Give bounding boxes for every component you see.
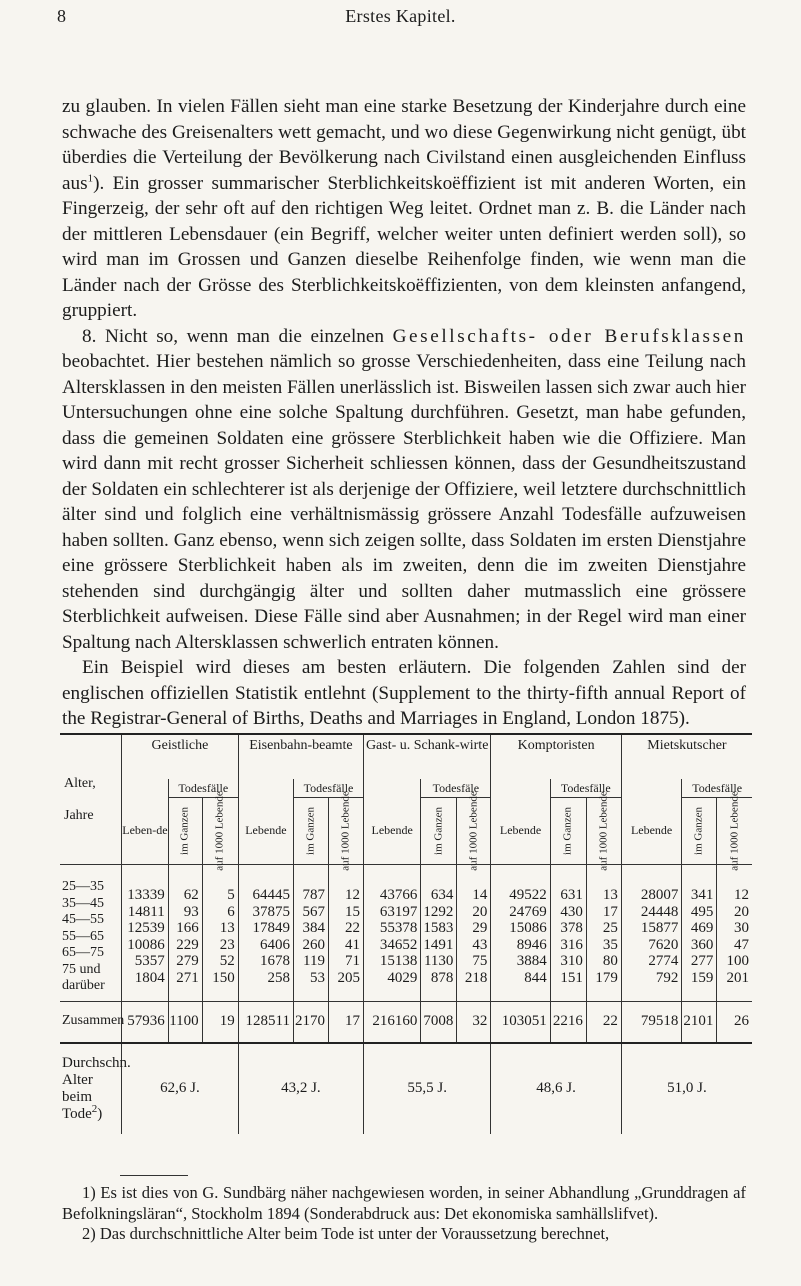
total-cell: 2101 [682, 1001, 717, 1043]
total-cell: 32 [457, 1001, 491, 1043]
table-cell: 7620 [648, 936, 679, 953]
group-komptoristen: Komptoristen [491, 734, 622, 779]
footnote-ref-1: 1 [87, 172, 94, 185]
table-cell: 13 [602, 887, 618, 904]
table-cell: 151 [560, 969, 583, 986]
table-cell: 55378 [379, 920, 418, 937]
table-cell: 15877 [640, 920, 679, 937]
table-cell: 62 [183, 887, 199, 904]
average-label: Durchschn. Alter beim Tode$^2$) [62, 1054, 131, 1122]
total-row [60, 1001, 752, 1043]
lebende-label: Lebende [238, 798, 293, 865]
table-cell: 119 [303, 953, 325, 970]
table-cell: 260 [302, 936, 325, 953]
footnote-2: 2) Das durchschnittliche Alter beim Tode ist unter der Voraussetzung berechnet, [82, 1224, 610, 1243]
total-cell: 1100 [168, 1001, 202, 1043]
average-cell: 62,6 J. [122, 1043, 239, 1134]
group-header-row [60, 734, 752, 779]
group-geistliche: Geistliche [122, 734, 239, 779]
todesfaelle-label: Todesfälle [550, 779, 621, 798]
total-cell: 216160 [364, 1001, 421, 1043]
table-cell: 23 [219, 936, 235, 953]
value-column [682, 865, 717, 1002]
table-cell: 41 [345, 936, 361, 953]
group-gastwirte: Gast- u. Schank-wirte [364, 734, 491, 779]
table-cell: 64445 [252, 887, 290, 904]
table-cell: 37875 [252, 903, 290, 920]
table-cell: 271 [176, 969, 199, 986]
footnote-ref-2: 2 [91, 1102, 98, 1115]
average-cell: 51,0 J. [621, 1043, 752, 1134]
table-cell: 5 [227, 887, 235, 904]
im-ganzen-label: im Ganzen [432, 807, 445, 855]
lebende-label: Leben-de [122, 798, 169, 865]
table-cell: 47 [734, 936, 749, 953]
table-cell: 25 [602, 920, 618, 937]
value-column [364, 865, 421, 1002]
table-cell: 844 [524, 969, 547, 986]
group-eisenbahnbeamte: Eisenbahn-beamte [238, 734, 363, 779]
lebende-label: Lebende [491, 798, 550, 865]
table-cell: 8946 [516, 936, 547, 953]
average-cell: 43,2 J. [238, 1043, 363, 1134]
total-cell: 19 [202, 1001, 238, 1043]
table-cell: 878 [430, 969, 454, 986]
average-cell: 55,5 J. [364, 1043, 491, 1134]
auf-1000-label: auf 1000 Lebende [339, 791, 352, 871]
table-cell: 15138 [379, 953, 418, 970]
total-cell: 26 [717, 1001, 752, 1043]
table-cell: 378 [560, 920, 583, 937]
total-cell: 7008 [421, 1001, 457, 1043]
table-cell: 6 [227, 903, 235, 920]
table-cell: 258 [267, 969, 290, 986]
todesfaelle-row [60, 779, 752, 798]
table-cell: 24448 [640, 903, 679, 920]
paragraph-1: zu glauben. In vielen Fällen sieht man eine starke Besetzung der Kinderjahre durch eine schwache des Greisenalters wett gemacht, und wo diese Gegenwirkung nicht genügt, übt überdies die Verteilung der Bevölkerung nach Civilstand einen ausgleichenden Einfluss aus$^1$). Ein grosser summarischer Sterblichkeitskoëffizient ist mit anderen Worten, ein Fingerzeig, der sehr oft auf den richtigen Weg leitet. Ordnet man z. B. die Länder nach der mittleren Lebensdauer (ein Begriff, welcher weiter unten definiert werden soll), so wird man im Grossen und Ganzen dieselbe Reihenfolge finden, wie wenn man die Länder nach der Grösse des Sterblichkeitskoëffizienten, von dem kleinsten anfangend, gruppiert. [62, 96, 746, 321]
group-mietskutscher: Mietskutscher [621, 734, 752, 779]
table-cell: 229 [176, 936, 199, 953]
auf-1000-label: auf 1000 Lebende [213, 791, 226, 871]
total-label: Zusammen [60, 1001, 122, 1043]
table-cell: 631 [560, 887, 583, 904]
total-cell: 2170 [293, 1001, 328, 1043]
table-cell: 22 [345, 920, 361, 937]
table-cell: 13 [219, 920, 235, 937]
todesfaelle-label: Todesfäle [421, 779, 491, 798]
table-cell: 205 [337, 969, 361, 986]
table-cell: 43766 [379, 887, 418, 904]
value-column [550, 865, 586, 1002]
table-cell: 495 [690, 903, 714, 920]
value-column [457, 865, 491, 1002]
table-cell: 34652 [379, 936, 418, 953]
auf-1000-label: auf 1000 Lebende [728, 791, 741, 871]
table-cell: 179 [595, 969, 618, 986]
footnote-rule [120, 1175, 188, 1176]
table-cell: 5357 [134, 953, 165, 970]
table-cell: 17 [602, 903, 618, 920]
table-cell: 29 [472, 920, 488, 937]
value-column [168, 865, 202, 1002]
table-cell: 201 [726, 969, 749, 986]
table-cell: 20 [472, 903, 488, 920]
table-cell: 52 [219, 953, 235, 970]
table-cell: 279 [176, 953, 199, 970]
value-column [586, 865, 621, 1002]
body-text [62, 94, 746, 732]
table-cell: 71 [345, 953, 361, 970]
total-cell: 57936 [122, 1001, 169, 1043]
table-cell: 469 [690, 920, 714, 937]
table-cell: 12 [734, 887, 749, 904]
table-cell: 567 [302, 903, 325, 920]
table-cell: 12539 [127, 920, 165, 937]
im-ganzen-label: im Ganzen [561, 807, 574, 855]
value-column [202, 865, 238, 1002]
table-cell: 430 [560, 903, 583, 920]
table-cell: 360 [690, 936, 714, 953]
table-cell: 17849 [252, 920, 290, 937]
table-cell: 28007 [640, 887, 679, 904]
table-cell: 3884 [516, 953, 547, 970]
table-cell: 166 [176, 920, 199, 937]
table-cell: 12 [345, 887, 361, 904]
table-cell: 20 [734, 903, 749, 920]
table-cell: 80 [602, 953, 618, 970]
table-cell: 24769 [509, 903, 547, 920]
row-header: Alter, Jahre [64, 775, 96, 823]
total-cell: 2216 [550, 1001, 586, 1043]
table-cell: 384 [302, 920, 325, 937]
subheader-row [60, 798, 752, 865]
average-cell: 48,6 J. [491, 1043, 622, 1134]
table-cell: 159 [690, 969, 714, 986]
value-column [293, 865, 328, 1002]
total-cell: 79518 [621, 1001, 681, 1043]
table-cell: 15 [345, 903, 361, 920]
table-cell: 792 [655, 969, 679, 986]
running-head: Erstes Kapitel. [345, 6, 456, 26]
table-cell: 43 [472, 936, 488, 953]
table-cell: 49522 [509, 887, 547, 904]
total-cell: 128511 [238, 1001, 293, 1043]
emphasis-spaced: Gesellschafts- oder Berufsklassen [392, 325, 746, 347]
table-cell: 15086 [509, 920, 547, 937]
table-cell: 30 [734, 920, 749, 937]
total-cell: 17 [328, 1001, 363, 1043]
table-cell: 218 [464, 969, 488, 986]
value-column [328, 865, 363, 1002]
table-cell: 787 [302, 887, 325, 904]
im-ganzen-label: im Ganzen [304, 807, 317, 855]
total-cell: 103051 [491, 1001, 550, 1043]
mortality-table [60, 733, 752, 1134]
value-column [717, 865, 752, 1002]
im-ganzen-label: im Ganzen [692, 807, 705, 855]
table-cell: 1678 [259, 953, 290, 970]
age-column: 25—35 35—45 45—55 55—65 65—75 75 und darüber [62, 879, 105, 993]
table-cell: 1583 [423, 920, 454, 937]
table-cell: 4029 [387, 969, 418, 986]
table-cell: 93 [183, 903, 199, 920]
table-cell: 63197 [379, 903, 418, 920]
value-column [491, 865, 550, 1002]
lebende-label: Lebende [621, 798, 681, 865]
lebende-label: Lebende [364, 798, 421, 865]
average-age-row [60, 1043, 752, 1134]
table-cell: 75 [472, 953, 488, 970]
table-cell: 277 [690, 953, 714, 970]
table-cell: 14 [472, 887, 488, 904]
todesfaelle-label: Todesfälle [293, 779, 363, 798]
paragraph-3: Ein Beispiel wird dieses am besten erläutern. Die folgenden Zahlen sind der englischen offiziellen Statistik entlehnt (Supplement to the thirty-fifth annual Report of the Registrar-General of Births, Deaths and Marriages in England, London 1875). [62, 657, 746, 729]
table-cell: 634 [430, 887, 454, 904]
table-cell: 35 [602, 936, 618, 953]
todesfaelle-label: Todesfälle [168, 779, 238, 798]
todesfaelle-label: Todesfälle [682, 779, 752, 798]
paragraph-2: 8. Nicht so, wenn man die einzelnen Gesellschafts- oder Berufsklassen beobachtet. Hier bestehen nämlich so grosse Verschiedenheiten, dass eine Teilung nach Altersklassen in den meisten Fällen unerlässlich ist. Bisweilen lassen sich zwar auch hier Untersuchungen ohne eine solche Spaltung durchführen. Gesetzt, man habe gefunden, dass die gemeinen Soldaten eine grössere Sterblichkeit haben wie die Offiziere. Man wird dann mit recht grosser Sicherheit schliessen können, dass der Gesundheitszustand der Soldaten ein schlechterer ist als derjenige der Offiziere, weil letztere durchschnittlich älter sind und folglich eine verhältnismässig grössere Anzahl Todesfälle aufzuweisen haben sollten. Ganz ebenso, wenn sich zeigen sollte, dass Soldaten im ersten Dienstjahre eine grössere Sterblichkeit haben als im zweiten, denn die im zweiten Dienstjahre stehenden sind durchgängig älter und sollten daher mutmasslich eine grössere Sterblichkeit aufweisen. Diese Fälle sind aber Ausnahmen; in der Regel wird man einer Spaltung nach Altersklassen schwerlich entraten können. [62, 325, 746, 653]
table-cell: 10086 [127, 936, 165, 953]
table-cell: 1804 [134, 969, 165, 986]
table-cell: 341 [690, 887, 714, 904]
table-cell: 1491 [423, 936, 454, 953]
value-column [122, 865, 169, 1002]
im-ganzen-label: im Ganzen [178, 807, 191, 855]
auf-1000-label: auf 1000 Lebende [467, 791, 480, 871]
value-column [621, 865, 681, 1002]
table-cell: 1292 [423, 903, 454, 920]
table-cell: 150 [212, 969, 235, 986]
table-cell: 310 [560, 953, 583, 970]
footnotes [62, 1183, 746, 1245]
table-cell: 13339 [127, 887, 165, 904]
total-cell: 22 [586, 1001, 621, 1043]
table-cell: 14811 [127, 903, 165, 920]
footnote-1: 1) Es ist dies von G. Sundbärg näher nachgewiesen worden, in seiner Abhandlung „Grunddragen af Befolkningsläran“, Stockholm 1894 (Sonderabdruck aus: Det ekonomiska samhällslifvet). [62, 1183, 746, 1223]
table-cell: 2774 [648, 953, 679, 970]
table-cell: 100 [726, 953, 749, 970]
table-cell: 53 [309, 969, 325, 986]
value-column [421, 865, 457, 1002]
table-cell: 316 [560, 936, 583, 953]
table-cell: 6406 [259, 936, 290, 953]
table-cell: 1130 [423, 953, 454, 970]
page-number: 8 [57, 6, 66, 26]
data-block [60, 865, 752, 1002]
value-column [238, 865, 293, 1002]
auf-1000-label: auf 1000 Lebende [597, 791, 610, 871]
